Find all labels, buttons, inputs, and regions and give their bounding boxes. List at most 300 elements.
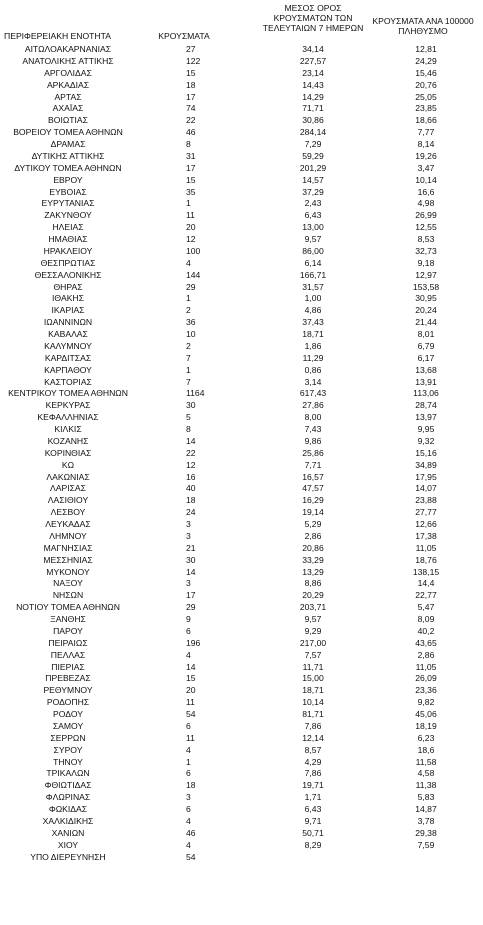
cases-cell: 4 <box>186 257 191 268</box>
cases-cell: 20 <box>186 685 196 696</box>
table-row <box>0 567 483 579</box>
mean-cell: 203,71 <box>299 602 327 613</box>
region-cell: ΦΩΚΙΔΑΣ <box>48 804 88 814</box>
region-cell: ΣΑΜΟΥ <box>52 720 84 731</box>
mean-cell: 20,86 <box>302 542 324 553</box>
region-cell: ΗΡΑΚΛΕΙΟΥ <box>43 245 93 256</box>
per100k-cell: 3,47 <box>417 162 435 173</box>
per100k-cell: 13,91 <box>415 376 437 387</box>
per100k-cell: 20,76 <box>415 79 437 90</box>
mean-cell: 7,57 <box>304 649 322 660</box>
per100k-cell: 7,77 <box>417 127 435 138</box>
table-body <box>0 44 483 863</box>
table-row <box>0 317 483 329</box>
mean-cell: 284,14 <box>299 127 327 138</box>
per100k-cell: 25,05 <box>415 91 437 102</box>
mean-cell: 7,86 <box>304 720 322 731</box>
cases-cell: 18 <box>186 780 196 791</box>
per100k-cell: 153,58 <box>412 281 440 292</box>
per100k-cell: 18,76 <box>415 554 437 565</box>
table-row <box>0 780 483 792</box>
per100k-cell: 17,95 <box>415 471 437 482</box>
table-row <box>0 555 483 567</box>
region-cell: ΚΑΣΤΟΡΙΑΣ <box>44 376 92 387</box>
region-cell: ΑΡΤΑΣ <box>54 91 82 102</box>
region-cell: ΛΕΥΚΑΔΑΣ <box>45 519 91 529</box>
cases-cell: 11 <box>186 210 195 221</box>
cases-cell: 2 <box>186 305 191 316</box>
mean-cell: 227,57 <box>299 55 327 66</box>
cases-cell: 15 <box>186 174 196 185</box>
mean-cell: 8,86 <box>304 578 322 589</box>
per100k-cell: 16,6 <box>417 186 435 197</box>
cases-cell: 10 <box>186 329 196 339</box>
region-cell: ΒΟΡΕΙΟΥ ΤΟΜΕΑ ΑΘΗΝΩΝ <box>13 127 123 138</box>
cases-cell: 21 <box>186 542 196 553</box>
table-row <box>0 816 483 828</box>
region-cell: ΔΥΤΙΚΗΣ ΑΤΤΙΚΗΣ <box>31 150 105 161</box>
table-row <box>0 638 483 650</box>
cases-cell: 29 <box>186 602 196 613</box>
cases-cell: 1164 <box>186 388 205 399</box>
per100k-cell: 8,01 <box>417 329 435 339</box>
table-row <box>0 543 483 555</box>
table-row <box>0 662 483 674</box>
table-row <box>0 329 483 341</box>
region-cell: ΚΕΝΤΡΙΚΟΥ ΤΟΜΕΑ ΑΘΗΝΩΝ <box>8 388 128 399</box>
mean-cell: 3,14 <box>304 376 322 387</box>
cases-cell: 4 <box>186 815 191 826</box>
region-cell: ΜΥΚΟΝΟΥ <box>46 566 90 577</box>
mean-cell: 12,14 <box>302 732 324 743</box>
per100k-cell: 15,16 <box>415 447 437 458</box>
header-cases: ΚΡΟΥΣΜΑΤΑ <box>158 31 210 41</box>
per100k-cell: 34,89 <box>415 459 437 470</box>
mean-cell: 9,57 <box>304 614 322 624</box>
mean-cell: 19,71 <box>302 780 324 791</box>
per100k-cell: 9,82 <box>417 697 435 708</box>
cases-cell: 40 <box>186 483 196 494</box>
region-cell: ΘΕΣΣΑΛΟΝΙΚΗΣ <box>34 269 102 280</box>
per100k-cell: 10,14 <box>415 174 437 185</box>
region-cell: ΝΗΣΩΝ <box>52 590 84 601</box>
mean-cell: 10,14 <box>302 697 324 708</box>
mean-cell: 16,57 <box>302 471 324 482</box>
cases-cell: 12 <box>186 459 196 470</box>
table-row <box>0 590 483 602</box>
table-row <box>0 68 483 80</box>
per100k-cell: 40,2 <box>417 625 435 636</box>
mean-cell: 11,29 <box>302 352 324 363</box>
region-cell: ΠΕΛΛΑΣ <box>50 649 86 660</box>
per100k-cell: 26,09 <box>415 673 437 684</box>
mean-cell: 14,43 <box>302 79 324 90</box>
table-row <box>0 187 483 199</box>
cases-cell: 22 <box>186 115 196 126</box>
cases-cell: 7 <box>186 376 191 387</box>
mean-cell: 18,71 <box>302 685 324 696</box>
per100k-cell: 6,23 <box>417 732 435 743</box>
table-row <box>0 198 483 210</box>
mean-cell: 11,71 <box>302 661 324 672</box>
mean-cell: 6,14 <box>304 257 322 268</box>
table-row <box>0 163 483 175</box>
per100k-cell: 14,07 <box>415 483 437 494</box>
table-row <box>0 697 483 709</box>
table-row <box>0 139 483 151</box>
mean-cell: 14,57 <box>302 174 324 185</box>
mean-cell: 4,86 <box>304 305 322 316</box>
region-cell: ΛΑΡΙΣΑΣ <box>50 483 86 494</box>
region-cell: ΜΑΓΝΗΣΙΑΣ <box>43 542 93 553</box>
per100k-cell: 18,19 <box>415 720 437 731</box>
per100k-cell: 20,24 <box>415 305 437 316</box>
table-row <box>0 721 483 733</box>
cases-cell: 14 <box>186 566 196 577</box>
mean-cell: 6,43 <box>304 210 322 221</box>
table-row <box>0 602 483 614</box>
mean-cell: 201,29 <box>299 162 327 173</box>
header-mean-line3: ΤΕΛΕΥΤΑΙΩΝ 7 ΗΜΕΡΩΝ <box>262 23 364 33</box>
region-cell: ΡΟΔΟΥ <box>53 709 83 719</box>
region-cell: ΣΥΡΟΥ <box>53 744 83 755</box>
cases-cell: 36 <box>186 317 196 328</box>
per100k-cell: 23,36 <box>415 685 437 696</box>
table-row <box>0 92 483 104</box>
table-row <box>0 519 483 531</box>
mean-cell: 16,29 <box>302 495 324 506</box>
per100k-cell: 12,55 <box>415 222 437 233</box>
table-row <box>0 840 483 852</box>
mean-cell: 23,14 <box>302 67 324 78</box>
per100k-cell: 3,78 <box>417 815 435 826</box>
cases-cell: 6 <box>186 720 191 731</box>
mean-cell: 4,29 <box>304 756 322 767</box>
region-cell: ΘΗΡΑΣ <box>53 281 83 292</box>
region-cell: ΒΟΙΩΤΙΑΣ <box>48 115 88 126</box>
per100k-cell: 43,65 <box>415 637 437 648</box>
mean-cell: 20,29 <box>302 590 324 601</box>
cases-cell: 1 <box>186 198 191 209</box>
region-cell: ΠΕΙΡΑΙΩΣ <box>48 637 88 648</box>
region-cell: ΛΑΚΩΝΙΑΣ <box>46 471 90 482</box>
region-cell: ΚΟΖΑΝΗΣ <box>47 435 89 446</box>
table-row <box>0 44 483 56</box>
per100k-cell: 5,83 <box>417 792 435 803</box>
mean-cell: 7,29 <box>304 139 322 149</box>
header-region: ΠΕΡΙΦΕΡΕΙΑΚΗ ΕΝΟΤΗΤΑ <box>4 31 111 41</box>
cases-cell: 100 <box>186 245 201 256</box>
table-row <box>0 673 483 685</box>
cases-cell: 31 <box>186 150 196 161</box>
region-cell: ΑΡΚΑΔΙΑΣ <box>46 79 90 90</box>
region-cell: ΚΟΡΙΝΘΙΑΣ <box>44 447 92 458</box>
table-row <box>0 483 483 495</box>
region-cell: ΕΒΡΟΥ <box>53 174 83 185</box>
per100k-cell: 17,38 <box>415 530 437 541</box>
cases-cell: 15 <box>186 67 196 78</box>
cases-cell: 54 <box>186 851 196 862</box>
per100k-cell: 18,6 <box>417 744 435 755</box>
per100k-cell: 21,44 <box>415 317 437 328</box>
mean-cell: 7,71 <box>304 459 322 470</box>
mean-cell: 9,57 <box>304 234 322 244</box>
per100k-cell: 14,4 <box>417 578 435 589</box>
cases-cell: 144 <box>186 269 201 280</box>
region-cell: ΧΑΝΙΩΝ <box>51 827 85 838</box>
header-mean-line1: ΜΕΣΟΣ ΟΡΟΣ <box>284 3 342 13</box>
per100k-cell: 2,86 <box>417 649 435 660</box>
cases-cell: 1 <box>186 756 191 767</box>
per100k-cell: 7,59 <box>417 839 435 850</box>
per100k-cell: 15,46 <box>415 67 437 78</box>
per100k-cell: 28,74 <box>415 400 437 411</box>
cases-cell: 16 <box>186 471 196 482</box>
per100k-cell: 8,14 <box>417 139 435 149</box>
mean-cell: 86,00 <box>302 245 324 256</box>
cases-cell: 35 <box>186 186 196 197</box>
cases-cell: 7 <box>186 352 191 363</box>
per100k-cell: 11,05 <box>415 661 437 672</box>
region-cell: ΧΙΟΥ <box>57 839 79 850</box>
table-row <box>0 56 483 68</box>
table-row <box>0 222 483 234</box>
table-row <box>0 412 483 424</box>
region-cell: ΗΛΕΙΑΣ <box>52 222 84 233</box>
per100k-cell: 23,88 <box>415 495 437 506</box>
table-row <box>0 127 483 139</box>
region-cell: ΚΩ <box>61 459 75 470</box>
mean-cell: 25,86 <box>302 447 324 458</box>
table-row <box>0 258 483 270</box>
region-cell: ΠΙΕΡΙΑΣ <box>51 661 85 672</box>
mean-cell: 37,43 <box>302 317 324 328</box>
table-row <box>0 293 483 305</box>
per100k-cell: 6,17 <box>417 352 435 363</box>
table-row <box>0 424 483 436</box>
table-row <box>0 353 483 365</box>
header-mean-7-days <box>252 3 374 33</box>
per100k-cell: 9,32 <box>417 435 435 446</box>
table-row <box>0 151 483 163</box>
region-cell: ΣΕΡΡΩΝ <box>50 732 86 743</box>
table-row <box>0 234 483 246</box>
region-cell: ΔΥΤΙΚΟΥ ΤΟΜΕΑ ΑΘΗΝΩΝ <box>14 162 122 173</box>
table-row <box>0 650 483 662</box>
region-cell: ΤΡΙΚΑΛΩΝ <box>46 768 90 779</box>
table-row <box>0 792 483 804</box>
cases-cell: 11 <box>186 732 195 743</box>
cases-cell: 18 <box>186 495 196 506</box>
mean-cell: 47,57 <box>302 483 324 494</box>
per100k-cell: 19,26 <box>415 150 437 161</box>
per100k-cell: 23,85 <box>415 103 437 114</box>
table-header <box>0 0 483 44</box>
per100k-cell: 138,15 <box>412 566 440 577</box>
region-cell: ΙΘΑΚΗΣ <box>52 293 84 304</box>
region-cell: ΚΑΡΔΙΤΣΑΣ <box>44 352 92 363</box>
cases-cell: 17 <box>186 162 196 173</box>
mean-cell: 9,71 <box>304 815 322 826</box>
region-cell: ΚΕΦΑΛΛΗΝΙΑΣ <box>37 412 99 423</box>
region-cell: ΖΑΚΥΝΘΟΥ <box>44 210 92 221</box>
per100k-cell: 18,66 <box>415 115 437 126</box>
cases-cell: 8 <box>186 424 191 434</box>
mean-cell: 2,43 <box>304 198 322 209</box>
per100k-cell: 22,77 <box>415 590 437 601</box>
per100k-cell: 29,38 <box>415 827 437 838</box>
cases-cell: 20 <box>186 222 196 233</box>
table-row <box>0 448 483 460</box>
cases-cell: 8 <box>186 139 191 149</box>
region-cell: ΚΑΛΥΜΝΟΥ <box>44 340 92 351</box>
table-row <box>0 507 483 519</box>
table-row <box>0 400 483 412</box>
per100k-cell: 8,09 <box>417 614 435 624</box>
region-cell: ΚΕΡΚΥΡΑΣ <box>45 400 91 411</box>
region-cell: ΤΗΝΟΥ <box>53 756 83 767</box>
region-cell: ΔΡΑΜΑΣ <box>50 139 86 149</box>
mean-cell: 5,29 <box>304 519 322 529</box>
mean-cell: 71,71 <box>302 103 324 114</box>
cases-cell: 6 <box>186 804 191 814</box>
mean-cell: 34,14 <box>302 44 324 54</box>
cases-cell: 2 <box>186 340 191 351</box>
region-cell: ΚΑΡΠΑΘΟΥ <box>44 364 92 375</box>
cases-cell: 54 <box>186 709 196 719</box>
table-row <box>0 614 483 626</box>
cases-cell: 1 <box>186 364 191 375</box>
table-row <box>0 852 483 864</box>
region-cell: ΞΑΝΘΗΣ <box>50 614 86 624</box>
table-row <box>0 282 483 294</box>
region-cell: ΧΑΛΚΙΔΙΚΗΣ <box>42 815 94 826</box>
mean-cell: 9,29 <box>304 625 322 636</box>
cases-cell: 46 <box>186 127 196 138</box>
per100k-cell: 30,95 <box>415 293 437 304</box>
mean-cell: 7,86 <box>304 768 322 779</box>
cases-cell: 5 <box>186 412 191 423</box>
per100k-cell: 13,68 <box>415 364 437 375</box>
per100k-cell: 27,77 <box>415 507 437 518</box>
region-cell: ΜΕΣΣΗΝΙΑΣ <box>43 554 93 565</box>
table-row <box>0 472 483 484</box>
mean-cell: 1,71 <box>304 792 322 803</box>
mean-cell: 33,29 <box>302 554 324 565</box>
cases-cell: 11 <box>186 697 195 708</box>
cases-cell: 3 <box>186 792 191 803</box>
region-cell: ΕΥΒΟΙΑΣ <box>49 186 87 197</box>
per100k-cell: 24,29 <box>415 55 437 66</box>
cases-cell: 6 <box>186 625 191 636</box>
cases-cell: 4 <box>186 649 191 660</box>
per100k-cell: 14,87 <box>415 804 437 814</box>
cases-cell: 6 <box>186 768 191 779</box>
mean-cell: 9,86 <box>304 435 322 446</box>
table-row <box>0 103 483 115</box>
mean-cell: 59,29 <box>302 150 324 161</box>
cases-cell: 24 <box>186 507 196 518</box>
region-cell: ΛΗΜΝΟΥ <box>49 530 87 541</box>
table-row <box>0 757 483 769</box>
cases-cell: 14 <box>186 435 196 446</box>
cases-cell: 9 <box>186 614 191 624</box>
region-cell: ΥΠΟ ΔΙΕΡΕΥΝΗΣΗ <box>30 851 106 862</box>
cases-cell: 27 <box>186 44 196 54</box>
mean-cell: 2,86 <box>304 530 322 541</box>
region-cell: ΡΕΘΥΜΝΟΥ <box>43 685 93 696</box>
region-cell: ΑΙΤΩΛΟΑΚΑΡΝΑΝΙΑΣ <box>24 44 112 54</box>
cases-cell: 14 <box>186 661 196 672</box>
table-row <box>0 115 483 127</box>
table-row <box>0 709 483 721</box>
cases-cell: 12 <box>186 234 196 244</box>
mean-cell: 30,86 <box>302 115 324 126</box>
region-cell: ΝΑΞΟΥ <box>53 578 83 589</box>
table-row <box>0 436 483 448</box>
table-row <box>0 175 483 187</box>
cases-cell: 17 <box>186 590 196 601</box>
table-row <box>0 305 483 317</box>
region-cell: ΑΡΓΟΛΙΔΑΣ <box>44 67 92 78</box>
mean-cell: 8,00 <box>304 412 322 423</box>
per100k-cell: 11,05 <box>415 542 437 553</box>
table-row <box>0 685 483 697</box>
region-cell: ΙΩΑΝΝΙΝΩΝ <box>43 317 93 328</box>
header-per-line2: ΠΛΗΘΥΣΜΟ <box>398 26 448 36</box>
mean-cell: 1,86 <box>304 340 322 351</box>
table-row <box>0 388 483 400</box>
table-row <box>0 626 483 638</box>
cases-cell: 196 <box>186 637 201 648</box>
mean-cell: 617,43 <box>299 388 327 399</box>
mean-cell: 7,43 <box>304 424 322 434</box>
table-row <box>0 768 483 780</box>
table-row <box>0 733 483 745</box>
table-row <box>0 460 483 472</box>
cases-cell: 3 <box>186 578 191 589</box>
region-cell: ΙΚΑΡΙΑΣ <box>51 305 85 316</box>
mean-cell: 15,00 <box>302 673 324 684</box>
per100k-cell: 13,97 <box>415 412 437 423</box>
region-cell: ΗΜΑΘΙΑΣ <box>48 234 88 244</box>
region-cell: ΚΙΛΚΙΣ <box>54 424 82 434</box>
per100k-cell: 45,06 <box>415 709 437 719</box>
table-row <box>0 531 483 543</box>
per100k-cell: 9,18 <box>417 257 435 268</box>
mean-cell: 18,71 <box>302 329 324 339</box>
mean-cell: 50,71 <box>302 827 324 838</box>
cases-cell: 18 <box>186 79 196 90</box>
table-row <box>0 80 483 92</box>
region-cell: ΑΧΑΪΑΣ <box>52 103 84 114</box>
region-cell: ΦΘΙΩΤΙΔΑΣ <box>44 780 92 791</box>
table-row <box>0 578 483 590</box>
table-row <box>0 804 483 816</box>
mean-cell: 217,00 <box>299 637 327 648</box>
mean-cell: 166,71 <box>299 269 327 280</box>
mean-cell: 81,71 <box>302 709 324 719</box>
table-row <box>0 365 483 377</box>
table-row <box>0 377 483 389</box>
table-row <box>0 341 483 353</box>
cases-cell: 46 <box>186 827 196 838</box>
region-cell: ΠΡΕΒΕΖΑΣ <box>45 673 91 684</box>
per100k-cell: 4,58 <box>417 768 435 779</box>
region-cell: ΠΑΡΟΥ <box>53 625 83 636</box>
per100k-cell: 26,99 <box>415 210 437 221</box>
table-row <box>0 210 483 222</box>
